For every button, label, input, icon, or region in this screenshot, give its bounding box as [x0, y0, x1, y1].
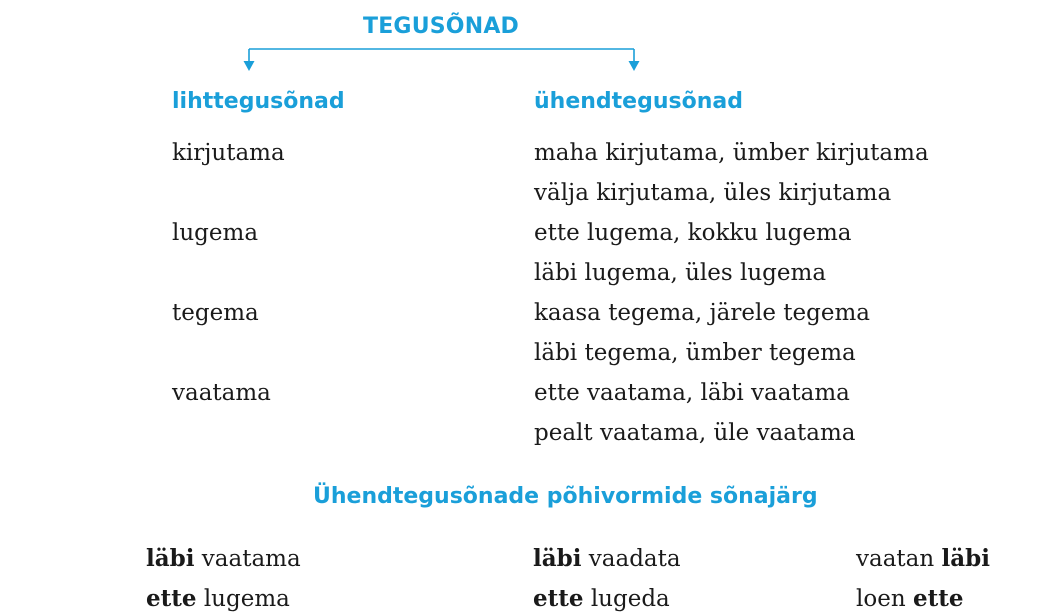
section-title-word-order: Ühendtegusõnade põhivormide sõnajärg	[313, 484, 818, 509]
compound-verbs-line: välja kirjutama, üles kirjutama	[534, 180, 892, 206]
simple-verb: tegema	[172, 300, 259, 326]
compound-verbs-line: maha kirjutama, ümber kirjutama	[534, 140, 929, 166]
compound-verbs-line: ette vaatama, läbi vaatama	[534, 380, 850, 406]
column-heading-compound-verbs: ühendtegusõnad	[534, 89, 743, 114]
word-order-present-form	[856, 587, 963, 611]
particle: läbi	[533, 545, 582, 572]
particle: ette	[533, 585, 584, 612]
verb: vaatan	[856, 546, 935, 572]
word-order-da-form	[533, 547, 681, 571]
word-order-da-form	[533, 587, 670, 611]
verb: lugema	[203, 586, 290, 612]
branch-connector	[0, 0, 1050, 80]
simple-verb: lugema	[172, 220, 259, 246]
particle: ette	[146, 585, 197, 612]
word-order-present-form	[856, 547, 990, 571]
word-order-ma-form	[146, 587, 290, 611]
compound-verbs-line: kaasa tegema, järele tegema	[534, 300, 870, 326]
compound-verbs-line: ette lugema, kokku lugema	[534, 220, 852, 246]
page-title: TEGUSÕNAD	[363, 14, 520, 39]
branch-lines	[249, 49, 634, 62]
arrow-down-right-icon	[629, 61, 640, 71]
compound-verbs-line: pealt vaatama, üle vaatama	[534, 420, 856, 446]
word-order-ma-form	[146, 547, 301, 571]
verb: vaadata	[588, 546, 681, 572]
arrow-down-left-icon	[244, 61, 255, 71]
particle: ette	[912, 585, 964, 612]
particle: läbi	[941, 545, 990, 572]
verb: vaatama	[201, 546, 301, 572]
particle: läbi	[146, 545, 195, 572]
simple-verb: vaatama	[172, 380, 271, 406]
compound-verbs-line: läbi lugema, üles lugema	[534, 260, 827, 286]
compound-verbs-line: läbi tegema, ümber tegema	[534, 340, 856, 366]
simple-verb: kirjutama	[172, 140, 285, 166]
verb: loen	[856, 586, 906, 612]
column-heading-simple-verbs: lihttegusõnad	[172, 89, 345, 114]
verb: lugeda	[590, 586, 670, 612]
